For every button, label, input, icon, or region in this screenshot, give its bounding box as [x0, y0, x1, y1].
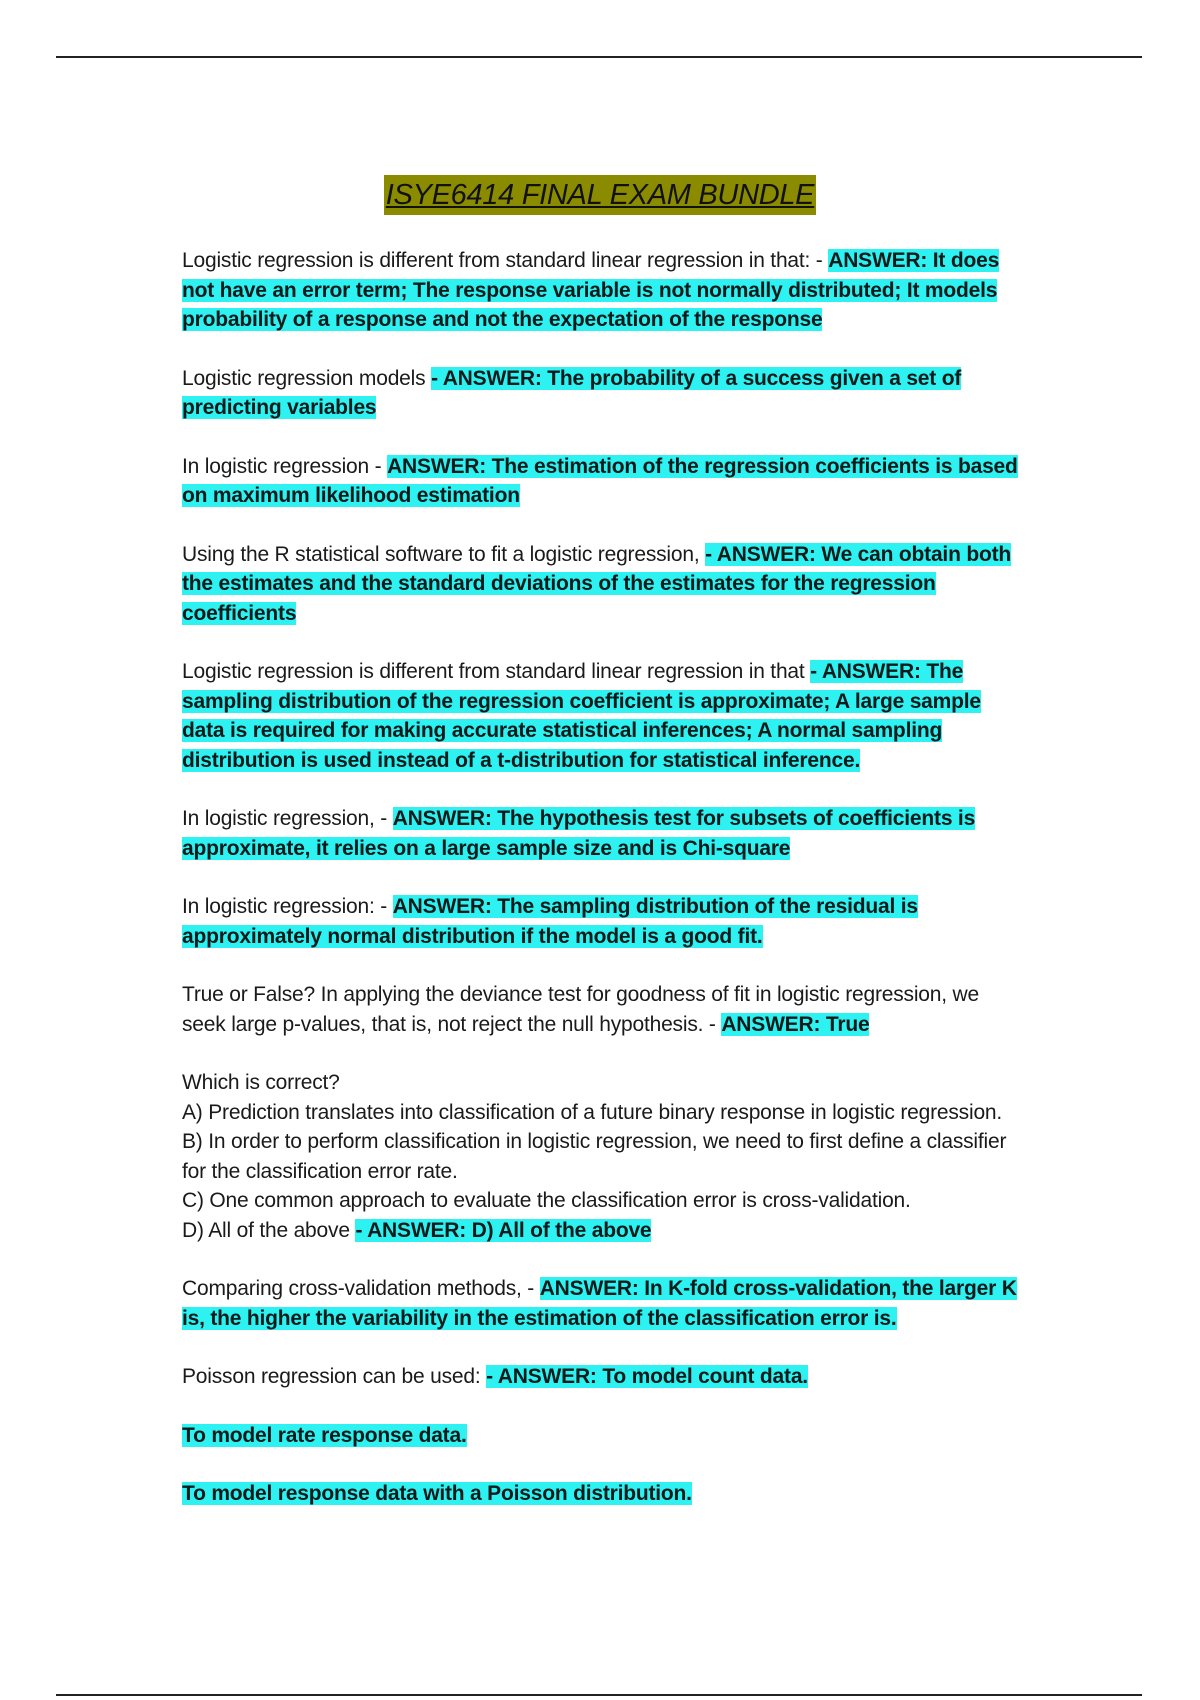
document-title: ISYE6414 FINAL EXAM BUNDLE: [384, 175, 816, 215]
qa-item-5: [182, 657, 1022, 775]
answer-text: - ANSWER: The sampling distribution of the regression coefficient is approximate; A large sample data is required for making accurate statistical inferences; A normal sampling distribution is used instead of a t-distribution for statistical inference.: [182, 660, 981, 772]
answer-text: ANSWER: In K-fold cross-validation, the larger K is, the higher the variability in the estimation of the classification error is.: [182, 1277, 1017, 1330]
question-text: In logistic regression, -: [182, 807, 393, 830]
question-text: True or False? In applying the deviance test for goodness of fit in logistic regression, we seek large p-values, that is, not reject the null hypothesis. -: [182, 983, 979, 1036]
mc-question: Which is correct?: [182, 1071, 340, 1094]
question-text: Logistic regression is different from standard linear regression in that: -: [182, 249, 829, 272]
answer-text: - ANSWER: We can obtain both the estimates and the standard deviations of the estimates for the regression coefficients: [182, 542, 1012, 625]
extra-answer-1: [182, 1421, 1022, 1451]
mc-option-b: B) In order to perform classification in logistic regression, we need to first define a classifier for the classification error rate.: [182, 1130, 1007, 1183]
extra-answer-2: [182, 1479, 1022, 1509]
qa-item-11: [182, 1362, 1022, 1392]
answer-text: - ANSWER: D) All of the above: [355, 1218, 652, 1242]
qa-item-6: [182, 804, 1022, 863]
answer-text: To model rate response data.: [182, 1423, 467, 1447]
answer-text: ANSWER: The hypothesis test for subsets of coefficients is approximate, it relies on a large sample size and is Chi-square: [182, 807, 976, 860]
mc-option-a: A) Prediction translates into classification of a future binary response in logistic regression.: [182, 1100, 1003, 1124]
question-text: Logistic regression is different from standard linear regression in that: [182, 660, 811, 683]
top-rule: [56, 56, 1142, 58]
answer-text: To model response data with a Poisson distribution.: [182, 1482, 692, 1505]
qa-item-4: [182, 540, 1022, 629]
question-text: Poisson regression can be used:: [182, 1365, 487, 1388]
answer-text: ANSWER: It does not have an error term; The response variable is not normally distributed; It models probability of a response and not the expectation of the response: [182, 249, 1000, 331]
question-text: Using the R statistical software to fit a logistic regression,: [182, 542, 706, 566]
qa-item-3: [182, 452, 1022, 511]
qa-item-2: [182, 364, 1022, 423]
bottom-rule: [56, 1694, 1142, 1696]
mc-option-c: C) One common approach to evaluate the classification error is cross-validation.: [182, 1189, 911, 1212]
qa-item-10: [182, 1274, 1022, 1333]
qa-item-8: [182, 980, 1022, 1039]
qa-item-1: [182, 246, 1022, 335]
question-text: In logistic regression -: [182, 454, 388, 478]
question-text: Logistic regression models: [182, 366, 432, 390]
question-text: Comparing cross-validation methods, -: [182, 1277, 540, 1300]
answer-text: ANSWER: The estimation of the regression coefficients is based on maximum likelihood estimation: [182, 454, 1018, 507]
document-body: [182, 246, 1022, 1538]
mc-option-d: D) All of the above: [182, 1218, 356, 1242]
answer-text: ANSWER: True: [721, 1012, 870, 1036]
title-container: [0, 175, 1200, 215]
answer-text: - ANSWER: The probability of a success given a set of predicting variables: [182, 366, 962, 419]
answer-text: - ANSWER: To model count data.: [486, 1365, 808, 1388]
qa-item-multiple-choice: [182, 1068, 1022, 1245]
question-text: In logistic regression: -: [182, 895, 393, 918]
qa-item-7: [182, 892, 1022, 951]
answer-text: ANSWER: The sampling distribution of the residual is approximately normal distribution if the model is a good fit.: [182, 895, 918, 948]
